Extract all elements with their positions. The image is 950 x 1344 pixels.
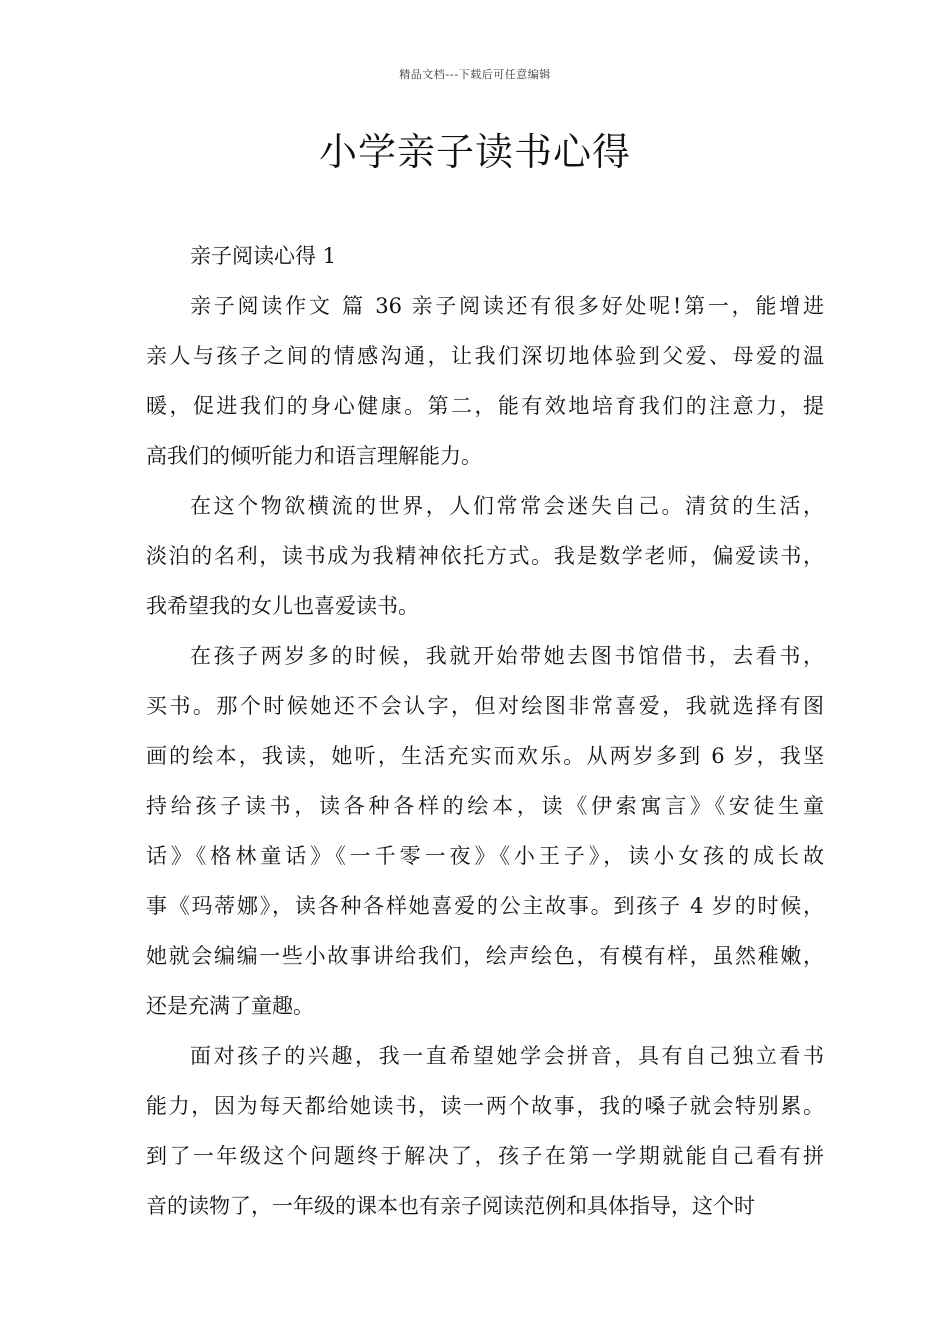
document-body xyxy=(146,231,824,1231)
paragraph-line: 话》《格林童话》《一千零一夜》《小王子》，读小女孩的成长故 xyxy=(146,844,824,868)
paragraph-line: 买书。那个时候她还不会认字，但对绘图非常喜爱，我就选择有图 xyxy=(146,694,824,718)
paragraph-line: 亲子阅读作文 篇 36 亲子阅读还有很多好处呢!第一，能增进 xyxy=(190,294,824,318)
paragraph-line: 音的读物了，一年级的课本也有亲子阅读范例和具体指导，这个时 xyxy=(146,1194,755,1218)
paragraph-line: 事《玛蒂娜》，读各种各样她喜爱的公主故事。到孩子 4 岁的时候， xyxy=(146,894,824,918)
paragraph-line: 亲子阅读心得 1 xyxy=(190,244,337,268)
paragraph-line: 在这个物欲横流的世界，人们常常会迷失自己。清贫的生活， xyxy=(190,494,824,518)
paragraph-line: 能力，因为每天都给她读书，读一两个故事，我的嗓子就会特别累。 xyxy=(146,1094,824,1118)
paragraph xyxy=(146,1031,824,1231)
paragraph-line: 她就会编编一些小故事讲给我们，绘声绘色，有模有样，虽然稚嫩， xyxy=(146,944,824,968)
page-title: 小学亲子读书心得 xyxy=(318,130,631,174)
paragraph-line: 我希望我的女儿也喜爱读书。 xyxy=(146,594,419,618)
paragraph-line: 淡泊的名利，读书成为我精神依托方式。我是数学老师，偏爱读书， xyxy=(146,544,824,568)
paragraph-line: 面对孩子的兴趣，我一直希望她学会拼音，具有自己独立看书 xyxy=(190,1044,824,1068)
paragraph-line: 在孩子两岁多的时候，我就开始带她去图书馆借书，去看书， xyxy=(190,644,824,668)
paragraph-line: 画的绘本，我读，她听，生活充实而欢乐。从两岁多到 6 岁，我坚 xyxy=(146,744,824,768)
paragraph xyxy=(146,481,824,631)
paragraph-line: 亲人与孩子之间的情感沟通，让我们深切地体验到父爱、母爱的温 xyxy=(146,344,824,368)
paragraph-line: 持给孩子读书，读各种各样的绘本，读《伊索寓言》《安徒生童 xyxy=(146,794,824,818)
paragraph-line: 暖，促进我们的身心健康。第二，能有效地培育我们的注意力，提 xyxy=(146,394,824,418)
paragraph-line: 高我们的倾听能力和语言理解能力。 xyxy=(146,444,482,468)
paragraph xyxy=(146,281,824,481)
paragraph xyxy=(146,631,824,1031)
paragraph-line: 到了一年级这个问题终于解决了，孩子在第一学期就能自己看有拼 xyxy=(146,1144,824,1168)
header-note: 精品文档---下载后可任意编辑 xyxy=(399,68,551,81)
paragraph-subheading xyxy=(146,231,824,281)
paragraph-line: 还是充满了童趣。 xyxy=(146,994,314,1018)
